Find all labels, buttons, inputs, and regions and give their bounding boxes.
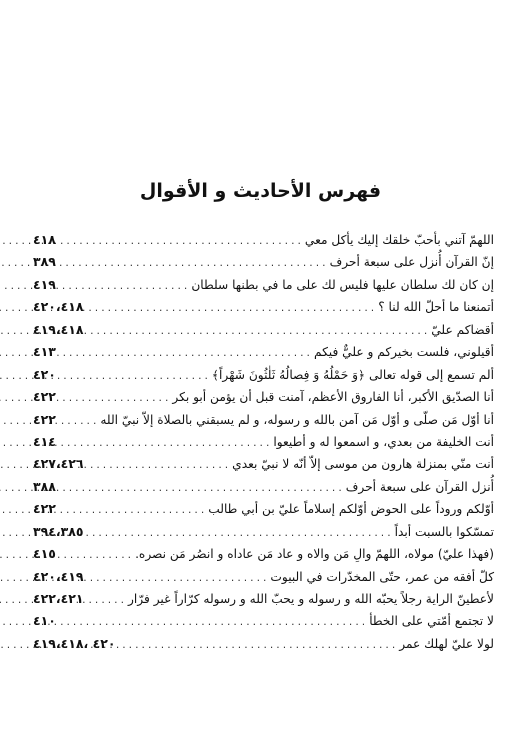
dot-leader bbox=[58, 237, 303, 247]
entry-text: تمسّكوا بالسبت أبداً bbox=[394, 524, 494, 539]
entry-page-numbers: ٤٢٢،٤٢١ bbox=[33, 591, 84, 606]
index-entry bbox=[33, 456, 494, 478]
entry-page-numbers: ٣٩٤،٣٨٥ bbox=[33, 523, 84, 539]
index-entry bbox=[33, 591, 494, 613]
entry-text: إنّ القرآن أُنزل على سبعة أحرف bbox=[329, 255, 494, 270]
index-entry bbox=[33, 434, 494, 456]
index-entry bbox=[33, 232, 494, 254]
dot-leader bbox=[58, 551, 133, 561]
dot-leader bbox=[58, 484, 344, 494]
dot-leader bbox=[86, 461, 231, 471]
entry-page-numbers: ٤١٤ bbox=[33, 433, 56, 449]
index-entry bbox=[33, 546, 494, 568]
entry-page-numbers: ٤١٣ bbox=[33, 344, 56, 360]
entry-page-numbers: ٤١٩ bbox=[33, 276, 56, 292]
entry-page-numbers: ٤١٠ bbox=[33, 613, 56, 629]
index-entry bbox=[33, 412, 494, 434]
entry-page-numbers: ٤٢٢ bbox=[33, 411, 56, 427]
entry-text: (فهذا عليّ) مولاه، اللهمّ والِ مَن والاه و عاد مَن عاداه و انصُر مَن نصره. bbox=[135, 547, 494, 562]
index-entry bbox=[33, 501, 494, 523]
entry-page-numbers: ٤٢٧،٤٢٦ bbox=[33, 456, 84, 472]
entry-page-numbers: ٣٨٩ bbox=[33, 254, 56, 270]
entry-text: أتمنعنا ما أحلّ الله لنا ؟ bbox=[378, 300, 494, 315]
dot-leader bbox=[86, 327, 430, 337]
entry-page-numbers: ٣٨٨ bbox=[33, 478, 56, 494]
dot-leader bbox=[86, 304, 377, 314]
entry-page-numbers: ٤٢٠،٤١٩ bbox=[33, 568, 84, 584]
entry-page-numbers: ٤٢٢ bbox=[33, 389, 56, 405]
index-entry bbox=[33, 569, 494, 591]
index-entry bbox=[33, 254, 494, 276]
index-entry bbox=[33, 322, 494, 344]
dot-leader bbox=[86, 596, 126, 606]
dot-leader bbox=[58, 394, 171, 404]
entry-page-numbers: ٤١٩،٤١٨ bbox=[33, 321, 84, 337]
dot-leader bbox=[58, 259, 328, 269]
entry-text: أوّلكم وروداً على الحوض أوّلكم إسلاماً عليّ بن أبي طالب bbox=[208, 502, 494, 517]
entry-text: كلّ أفقه من عمر، حتّى المخدّرات في البيوت bbox=[270, 569, 494, 584]
hadith-index-list bbox=[33, 232, 494, 658]
index-entry bbox=[33, 636, 494, 658]
dot-leader bbox=[58, 349, 312, 359]
entry-text: لأعطينّ الراية رجلاً يحبّه الله و رسوله و يحبّ الله و رسوله كرّاراً غير فرّار bbox=[128, 592, 494, 606]
dot-leader bbox=[58, 506, 206, 516]
entry-text: اللهمّ آتني بأحبّ خلقك إليك يأكل معي bbox=[304, 233, 494, 247]
dot-leader bbox=[118, 641, 398, 651]
entry-page-numbers: ٤١٥ bbox=[33, 546, 56, 562]
entry-text: أنت منّي بمنزلة هارون من موسى إلاّ أنّه لا نبيّ بعدي bbox=[232, 457, 494, 472]
index-entry bbox=[33, 277, 494, 299]
dot-leader bbox=[58, 439, 271, 449]
dot-leader bbox=[58, 372, 210, 382]
entry-text: أُنزل القرآن على سبعة أحرف bbox=[345, 479, 494, 494]
dot-leader bbox=[58, 417, 98, 427]
entry-page-numbers: ٤٢٢ bbox=[33, 501, 56, 517]
entry-text: أنت الخليفة من بعدي، و اسمعوا له و أطيعوا bbox=[273, 434, 494, 449]
entry-text: أقضاكم عليّ bbox=[431, 322, 494, 337]
entry-page-numbers: ٤١٨ bbox=[33, 232, 56, 247]
page-title: فهرس الأحاديث و الأقوال bbox=[139, 180, 382, 202]
dot-leader bbox=[86, 529, 393, 539]
entry-text: ألم تسمع إلى قوله تعالى ﴿وَ حَمْلُهُ وَ فِصالُهُ ثَلٰثُونَ شَهْراً﴾ bbox=[211, 367, 494, 382]
entry-text: أنا أوّل مَن صلّى و أوّل مَن آمن بالله و رسوله، و لم يسبقني بالصلاة إلاّ نبيّ الله bbox=[100, 412, 494, 427]
dot-leader bbox=[58, 282, 189, 292]
index-entry bbox=[33, 389, 494, 411]
entry-text: لا تجتمع أمّتي على الخطأ bbox=[369, 614, 494, 629]
entry-text: أقيلوني، فلست بخيركم و عليٌّ فيكم bbox=[313, 345, 494, 360]
entry-page-numbers: ٤٢٠ bbox=[33, 366, 56, 382]
entry-text: لولا عليّ لهلك عمر bbox=[399, 636, 494, 651]
index-entry bbox=[33, 299, 494, 321]
index-entry bbox=[33, 367, 494, 389]
entry-page-numbers: ٤٢٠ ،٤١٩،٤١٨ bbox=[33, 635, 116, 651]
index-entry bbox=[33, 344, 494, 366]
dot-leader bbox=[58, 618, 367, 628]
index-entry bbox=[33, 613, 494, 635]
entry-text: أنا الصدّيق الأكبر، أنا الفاروق الأعظم، آمنت قبل أن يؤمن أبو بكر bbox=[172, 390, 494, 405]
index-entry bbox=[33, 479, 494, 501]
entry-page-numbers: ٤٢٠،٤١٨ bbox=[33, 299, 84, 315]
index-entry bbox=[33, 524, 494, 546]
dot-leader bbox=[86, 574, 269, 584]
entry-text: إن كان لك سلطان عليها فليس لك على ما في بطنها سلطان bbox=[191, 277, 494, 292]
